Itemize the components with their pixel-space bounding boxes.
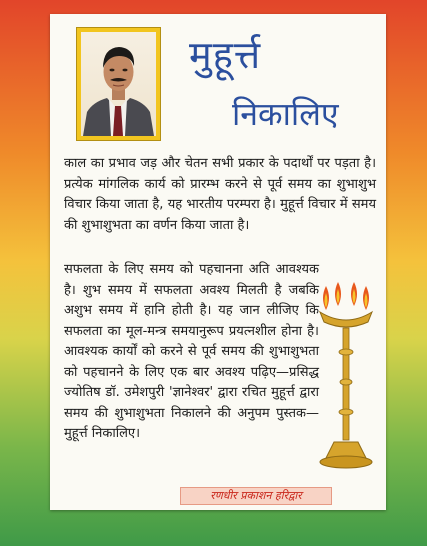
description-paragraph-1: काल का प्रभाव जड़ और चेतन सभी प्रकार के पदार्थों पर पड़ता है। प्रत्येक मांगलिक कार्य को प्रारम्भ करने से पूर्व समय का शुभाशुभ विचार किया जाता है, यह भारतीय परम्परा है। मुहूर्त्त विचार में समय की शुभाशुभता का वर्णन किया जाता है। bbox=[64, 156, 376, 233]
book-subtitle: निकालिए bbox=[232, 95, 339, 133]
description-paragraph-2: सफलता के लिए समय को पहचानना अति आवश्यक है। शुभ समय में सफलता अवश्य मिलती है जबकि अशुभ समय में हानि होती है। यह जान लीजिए कि सफलता का मूल-मन्त्र समयानुरूप प्रयत्नशील होना है। आवश्यक कार्यों को करने से पूर्व समय की शुभाशुभता को पहचानने के लिए एक बार अवश्य पढ़िए—प्रसिद्ध ज्योतिष डॉ. उमेशपुरी 'ज्ञानेश्वर' द्वारा रचित मुहूर्त्त द्वारा समय की शुभाशुभता निकालने की अनुपम पुस्तक—मुहूर्त्त निकालिए। bbox=[64, 262, 319, 441]
brass-oil-lamp-icon bbox=[316, 282, 376, 478]
author-photo bbox=[81, 32, 156, 136]
author-photo-frame bbox=[77, 28, 160, 140]
book-title: मुहूर्त्त bbox=[189, 33, 262, 77]
author-portrait-image bbox=[81, 32, 156, 136]
back-cover-panel bbox=[50, 14, 386, 510]
publisher-banner: रणधीर प्रकाशन हरिद्वार bbox=[180, 487, 332, 505]
